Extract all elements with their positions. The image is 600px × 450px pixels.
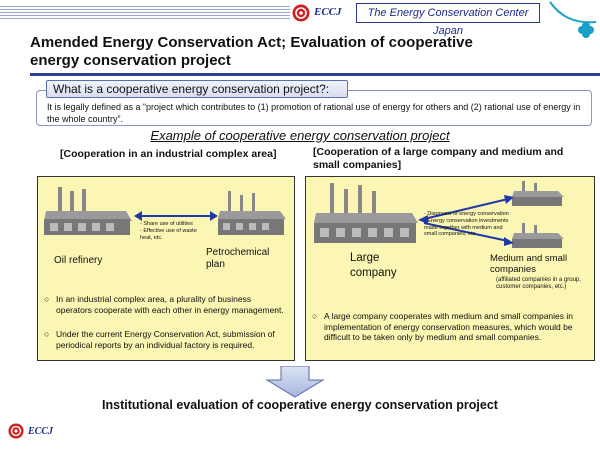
header-stripes [0, 6, 290, 20]
petrochemical-plant-label: Petrochemical plan [206, 247, 270, 270]
double-arrow-icon [134, 211, 218, 221]
arrow-note-waste-heat: - Effective use of waste heat, etc. [140, 228, 197, 241]
large-company-panel [305, 176, 595, 361]
bullet-mark: ○ [44, 294, 50, 304]
petrochemical-plant-illustration-icon [218, 191, 286, 237]
small-factory-top-icon [512, 181, 564, 207]
arrow-note-share-utilities: - Share use of utilities [140, 221, 193, 227]
left-bullet-1 [44, 294, 288, 315]
organization-name: The Energy Conservation Center Japan [356, 3, 540, 23]
large-company-factory-icon [314, 183, 418, 245]
medium-small-companies-note: (affiliated companies in a group, customer companies, etc.) [496, 277, 581, 290]
page-title: Amended Energy Conservation Act; Evaluation of cooperative energy conservation project [30, 34, 473, 69]
medium-small-companies-label: Medium and small companies [490, 253, 568, 275]
down-arrow-icon [265, 366, 325, 398]
large-company-label: Large company [350, 252, 397, 279]
industrial-complex-panel [37, 176, 295, 361]
example-heading: Example of cooperative energy conservation project [150, 128, 450, 143]
note-investments: - Energy conservation investments made together with medium and small companies, etc. [424, 218, 509, 237]
bullet-mark: ○ [312, 311, 318, 321]
clover-logo-icon [546, 0, 600, 48]
left-bullet-2 [44, 329, 292, 350]
left-bullet-2-text: Under the current Energy Conservation Act, submission of periodical reports by an individual factory is required. [56, 329, 275, 350]
right-bullet-text: A large company cooperates with medium and small companies in implementation of energy conservation measures, which would be difficult to be taken only by medium and small companies. [324, 311, 573, 342]
question-label: What is a cooperative energy conservation project?: [46, 80, 348, 98]
eccj-logo-icon [292, 4, 310, 22]
left-section-heading: [Cooperation in an industrial complex area] [60, 148, 277, 160]
oil-refinery-label: Oil refinery [54, 255, 103, 266]
small-factory-bottom-icon [512, 223, 564, 249]
right-bullet [312, 311, 590, 343]
header-eccj-label: ECCJ [314, 6, 342, 18]
note-diagnosis: - Diagnosis of energy conservation [424, 211, 509, 217]
oil-refinery-illustration-icon [44, 187, 132, 237]
title-divider [30, 73, 600, 76]
footer-eccj-logo-icon [8, 423, 24, 439]
definition-text: It is legally defined as a “project which contributes to (1) promotion of rational use of energy for others and (2) rational use of energy in the whole country”. [47, 102, 581, 124]
footer-eccj-label: ECCJ [28, 426, 54, 437]
bullet-mark: ○ [44, 329, 50, 339]
left-bullet-1-text: In an industrial complex area, a plurality of business operators cooperate with each other in energy management. [56, 294, 284, 315]
bottom-caption: Institutional evaluation of cooperative energy conservation project [102, 398, 498, 412]
right-section-heading: [Cooperation of a large company and medium and small companies] [313, 146, 564, 171]
